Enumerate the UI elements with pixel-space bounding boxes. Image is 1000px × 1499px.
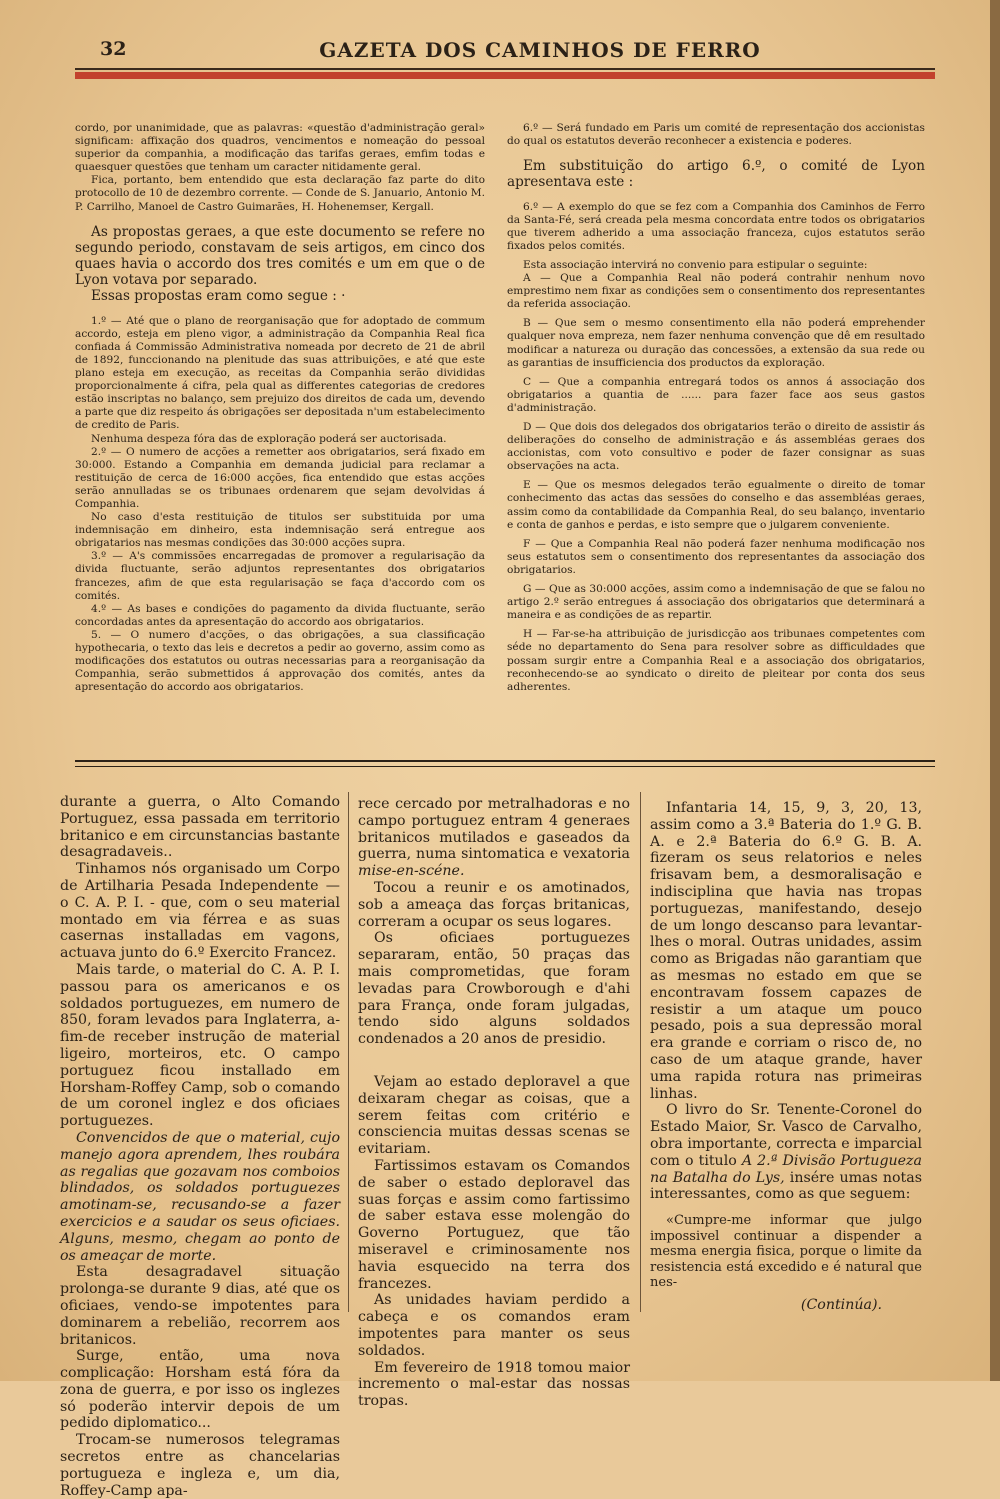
clause-d: D — Que dois dos delegados dos obrigatarios terão o direito de assistir ás deliberações do conselho de administração e ás assembléas geraes dos accionistas, com voto consultivo e poder de fazer consignar as suas observações na acta. xyxy=(507,421,925,473)
page-number: 32 xyxy=(100,38,127,60)
article-4: 4.º — As bases e condições do pagamento da divida fluctuante, serão concordadas antes da apresentação do accordo aos obrigatarios. xyxy=(75,602,485,628)
paragraph: Essas propostas eram como segue : · xyxy=(91,288,346,305)
clause-g: G — Que as 30:000 acções, assim como a indemnisação de que se falou no artigo 2.º serão entregues á associação dos obrigatarios que determinará a maneira e as condições de as repartir. xyxy=(507,583,925,622)
article-5: 5. — O numero d'acções, o das obrigações, a sua classificação hypothecaria, o texto das leis e decretos a pedir ao governo, assim como as modificações dos estatutos ou outras necessarias para a reorganisação da Companhia, serão submettidos á approvação dos comités, antes da apresentação do accordo aos obrigatarios. xyxy=(75,628,485,694)
paragraph: Tocou a reunir e os amotinados, sob a ameaça das forças britanicas, correram a ocupar os seus logares. xyxy=(358,879,630,930)
book-title: A 2.ª Divisão Portugueza na Batalha do Lys, xyxy=(650,1152,922,1186)
paragraph: durante a guerra, o Alto Comando Portuguez, essa passada em territorio britanico e em circunstancias bastante desagradaveis.. xyxy=(60,794,340,861)
paragraph: cordo, por unanimidade, que as palavras: «questão d'administração geral» significam: affixação dos quadros, vencimentos e nomeação do pessoal superior da companhia, a modificação das tarifas geraes, emfim todas e quaesquer questões que tenham um caracter nitidamente geral. xyxy=(75,122,485,174)
paragraph: Vejam ao estado deploravel a que deixaram chegar as coisas, que a serem feitas com critério e consciencia muitas dessas scenas se evitariam. xyxy=(358,1073,630,1158)
article-6-alt: 6.º — A exemplo do que se fez com a Companhia dos Caminhos de Ferro da Santa-Fé, será creada pela mesma concordata entre todos os obrigatarios que tiverem adherido a uma associação franceza, cujos estatutos serão fixados pelos comités. xyxy=(507,200,925,252)
paragraph: Nenhuma despeza fóra das de exploração poderá ser auctorisada. xyxy=(91,432,447,445)
paragraph: Esta associação intervirá no convenio para estipular o seguinte: xyxy=(523,258,868,271)
text-span: O livro do Sr. Tenente-Coronel do Estado Maior, Sr. Vasco de Carvalho, obra importante, correcta e imparcial com o titulo xyxy=(650,1102,922,1169)
paragraph: Esta desagradavel situação prolonga-se durante 9 dias, até que os oficiaes, vendo-se impotentes para dominarem a rebelião, recorrem aos britanicos. xyxy=(60,1264,340,1348)
text-span: insére umas notas interessantes, como as que seguem: xyxy=(650,1169,923,1203)
quotation: «Cumpre-me informar que julgo impossivel continuar a dispender a mesma energia fisica, porque o limite da resistencia está excedido e é natural que nes- xyxy=(650,1213,922,1291)
header-rule xyxy=(75,68,935,70)
article-1: 1.º — Até que o plano de reorganisação que for adoptado de commum accordo, esteja em pleno vigor, a administração da Companhia Real fica confiada á Commissão Administrativa nomeada por decreto de 21 de abril de 1892, funccionando na plenitude das suas attribuições, e até que este plano esteja em execução, as receitas da Companhia serão divididas proporcionalmente á cifra, pela qual as differentes categorias de credores estão inscriptas no balanço, sem prejuizo dos direitos de cada um, devendo a parte que diz respeito ás obrigações ser depositada n'um estabelecimento de credito de Paris. xyxy=(75,314,485,432)
paragraph: As propostas geraes, a que este documento se refere no segundo periodo, constavam de seis artigos, em cinco dos quaes havia o accordo dos tres comités e um em que o de Lyon votava por separado. xyxy=(75,223,485,289)
top-left-column xyxy=(75,122,485,694)
bottom-column-1 xyxy=(60,794,340,1499)
bottom-column-2 xyxy=(358,796,630,1410)
paragraph: Os oficiaes portuguezes separaram, então, 50 praças das mais comprometidas, que foram levadas para Crowborough e d'ahi para França, onde foram julgadas, tendo sido alguns soldados condenados a 20 anos de presidio. xyxy=(358,930,630,1048)
article-6: 6.º — Será fundado em Paris um comité de representação dos accionistas do qual os estatutos deverão reconhecer a existencia e poderes. xyxy=(507,122,925,148)
paragraph: Convencidos de que o material, cujo manejo agora aprendem, lhes roubára as regalias que gozavam nos comboios blindados, os soldados portuguezes amotinam-se, recusando-se a fazer exercicios e a saudar os seus oficiaes. Alguns, mesmo, chegam ao ponto de os ameaçar de morte. xyxy=(60,1129,340,1264)
paragraph: Surge, então, uma nova complicação: Horsham está fóra da zona de guerra, e por isso os inglezes só poderão intervir depois de um pedido diplomatico... xyxy=(60,1348,340,1432)
clause-c: C — Que a companhia entregará todos os annos á associação dos obrigatarios a quantia de ...... para fazer face aos seus gastos d'administração. xyxy=(507,375,925,414)
journal-title: GAZETA DOS CAMINHOS DE FERRO xyxy=(319,38,761,62)
binding-edge xyxy=(990,0,1000,1381)
clause-f: F — Que a Companhia Real não poderá fazer nenhuma modificação nos seus estatutos sem o consentimento dos representantes da associação dos obrigatarios. xyxy=(507,537,925,576)
paragraph xyxy=(358,796,630,880)
paragraph: Em fevereiro de 1918 tomou maior incremento o mal-estar das nossas tropas. xyxy=(358,1359,630,1410)
italic-phrase: mise-en-scéne. xyxy=(358,863,465,880)
paragraph: Em substituição do artigo 6.º, o comité de Lyon apresentava este : xyxy=(507,158,925,191)
paragraph: Mais tarde, o material do C. A. P. I. passou para os americanos e os soldados portuguezes, em numero de 850, foram levados para Inglaterra, a-fim-de receber instrução de material ligeiro, morteiros, etc. O campo portuguez ficou installado em Horsham-Roffey Camp, sob o comando de um coronel inglez e dos oficiaes portuguezes. xyxy=(60,961,340,1130)
paragraph: Infantaria 14, 15, 9, 3, 20, 13, assim como a 3.ª Bateria do 1.º G. B. A. e 2.ª Bateria do 6.º G. B. A. fizeram os seus relatorios e neles frisavam bem, a desmoralisação e indisciplina que havia nas tropas portuguezas, manifestando, desejo de um longo descanso para levantar-lhes o moral. Outras unidades, assim como as Brigadas não garantiam que as mesmas no estado em que se encontravam fossem capazes de resistir a um ataque um pouco pesado, pois a sua depressão moral era grande e corriam o risco de, no caso de um ataque grande, haver uma rapida rotura nas primeiras linhas. xyxy=(650,800,922,1102)
paragraph: Fica, portanto, bem entendido que esta declaração faz parte do dito protocollo de 10 de dezembro corrente. — Conde de S. Januario, Antonio M. P. Carrilho, Manoel de Castro Guimarães, H. Hohenemser, Kergall. xyxy=(75,174,485,213)
continued-marker: (Continúa). xyxy=(800,1296,882,1313)
bottom-column-3 xyxy=(650,800,922,1313)
clause-b: B — Que sem o mesmo consentimento ella não poderá emprehender qualquer nova empreza, nem fazer nenhuma convenção que dê em resultado modificar a natureza ou duração das concessões, a extensão da sua rede ou as garantias de insufficiencia dos productos da exploração. xyxy=(507,317,925,369)
paragraph: Trocam-se numerosos telegramas secretos entre as chancelarias portugueza e ingleza e, um dia, Roffey-Camp apa- xyxy=(60,1432,340,1499)
top-right-column xyxy=(507,122,925,694)
paragraph: Tinhamos nós organisado um Corpo de Artilharia Pesada Independente — o C. A. P. I. - que, com o seu material montado em via férrea e as suas casernas installadas em vagons, actuava junto do 6.º Exercito Francez. xyxy=(60,861,340,962)
clause-a: A — Que a Companhia Real não poderá contrahir nenhum novo emprestimo nem fixar as condições sem o consentimento dos representantes da referida associação. xyxy=(507,272,925,311)
paragraph: As unidades haviam perdido a cabeça e os comandos eram impotentes para manter os seus soldados. xyxy=(358,1292,630,1359)
section-divider xyxy=(75,766,935,767)
paragraph: Fartissimos estavam os Comandos de saber o estado deploravel das suas forças e assim como fartissimo de saber estava esse molengão do Governo Portuguez, que tão miseravel e criminosamente nos havia esquecido na terra dos francezes. xyxy=(358,1157,630,1292)
column-rule xyxy=(640,792,641,1312)
paragraph xyxy=(650,1102,922,1203)
clause-e: E — Que os mesmos delegados terão egualmente o direito de tomar conhecimento das actas das sessões do conselho e das assembléas geraes, assim como da contabilidade da Companhia Real, do seu balanço, inventario e conta de ganhos e perdas, e isto sempre que o julgarem conveniente. xyxy=(507,479,925,531)
column-rule xyxy=(348,792,349,1312)
clause-h: H — Far-se-ha attribuição de jurisdicção aos tribunaes competentes com séde no departamento do Sena para resolver sobre as difficuldades que possam surgir entre a Companhia Real e a associação dos obrigatarios, reconhecendo-se ao syndicato o direito de pleitear por conta dos seus adherentes. xyxy=(507,628,925,693)
section-divider xyxy=(75,760,935,762)
article-2: 2.º — O numero de acções a remetter aos obrigatarios, será fixado em 30:000. Estando a Companhia em demanda judicial para reclamar a restituição de cerca de 16:000 acções, fica entendido que estas acções serão annulladas se os tribunaes ordenarem que sejam devolvidas á Companhia. xyxy=(75,445,485,510)
article-3: 3.º — A's commissões encarregadas de promover a regularisação da divida fluctuante, serão adjuntos representantes dos obrigatarios francezes, afim de que esta regularisação se faça d'accordo com os comités. xyxy=(75,550,485,602)
header-red-band xyxy=(75,72,935,79)
text-span: rece cercado por metralhadoras e no campo portuguez entram 4 generaes britanicos mutilados e gaseados da guerra, numa sintomatica e vexatoria xyxy=(358,796,630,863)
paragraph: No caso d'esta restituição de titulos ser substituida por uma indemnisação em dinheiro, esta indemnisação será entregue aos obrigatarios nas mesmas condições das 30:000 acções supra. xyxy=(75,511,485,550)
